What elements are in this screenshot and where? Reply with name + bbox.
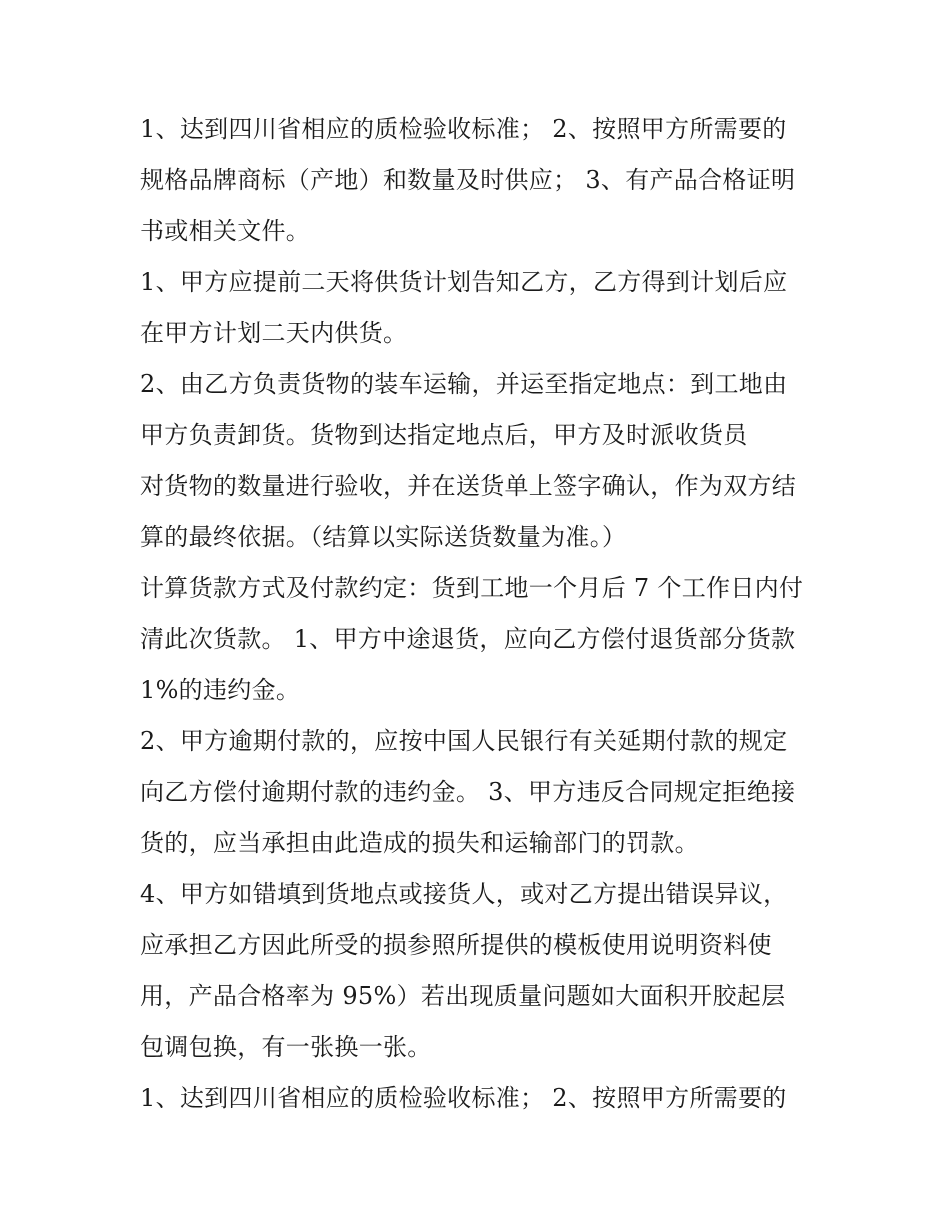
- contract-text-block: [140, 104, 830, 1124]
- text-line: 4、甲方如错填到货地点或接货人，或对乙方提出错误异议，: [140, 880, 788, 908]
- text-line: 计算货款方式及付款约定：货到工地一个月后 7 个工作日内付: [140, 574, 804, 602]
- text-line: 算的最终依据。（结算以实际送货数量为准。）: [140, 523, 627, 551]
- text-line: 2、甲方逾期付款的，应按中国人民银行有关延期付款的规定: [140, 727, 788, 755]
- text-line: 1%的违约金。: [140, 676, 301, 704]
- text-line: 2、由乙方负责货物的装车运输，并运至指定地点：到工地由: [140, 370, 788, 398]
- text-line: 1、达到四川省相应的质检验收标准； 2、按照甲方所需要的: [140, 115, 787, 143]
- text-line: 包调包换，有一张换一张。: [140, 1033, 432, 1061]
- text-line: 书或相关文件。: [140, 217, 311, 245]
- text-line: 对货物的数量进行验收，并在送货单上签字确认，作为双方结: [140, 472, 797, 500]
- text-line: 向乙方偿付逾期付款的违约金。 3、甲方违反合同规定拒绝接: [140, 778, 796, 806]
- text-line: 货的，应当承担由此造成的损失和运输部门的罚款。: [140, 829, 699, 857]
- text-line: 用，产品合格率为 95%）若出现质量问题如大面积开胶起层: [140, 982, 786, 1010]
- text-line: 甲方负责卸货。货物到达指定地点后，甲方及时派收货员: [140, 421, 748, 449]
- text-line: 1、甲方应提前二天将供货计划告知乙方，乙方得到计划后应: [140, 268, 788, 296]
- text-line: 规格品牌商标（产地）和数量及时供应； 3、有产品合格证明: [140, 166, 796, 194]
- text-line: 在甲方计划二天内供货。: [140, 319, 408, 347]
- text-line: 应承担乙方因此所受的损参照所提供的模板使用说明资料使: [140, 931, 772, 959]
- text-line: 清此次货款。 1、甲方中途退货，应向乙方偿付退货部分货款: [140, 625, 796, 653]
- text-line: 1、达到四川省相应的质检验收标准； 2、按照甲方所需要的: [140, 1084, 787, 1112]
